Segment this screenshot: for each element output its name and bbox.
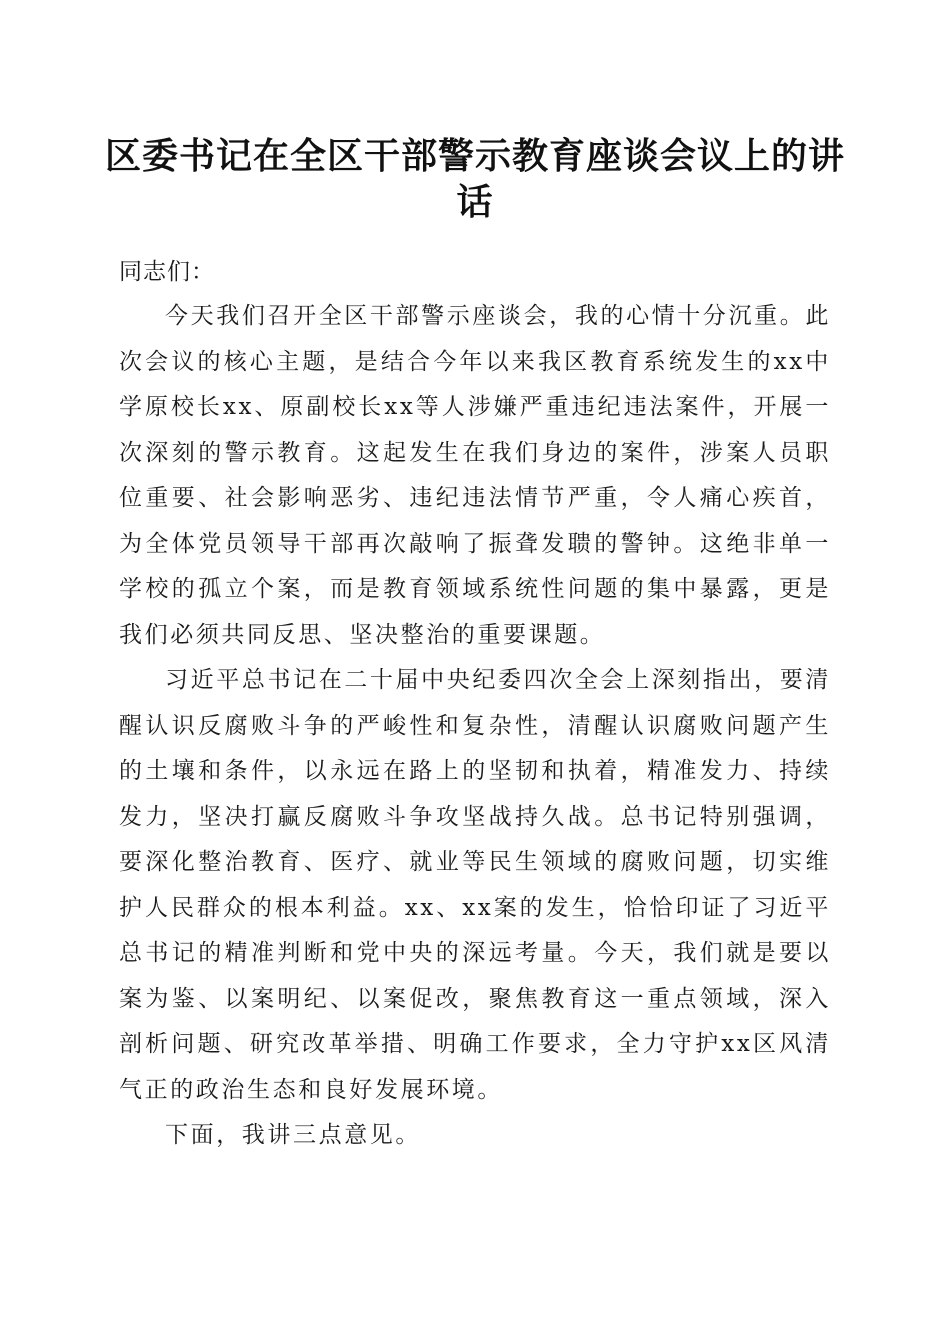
document-title: 区委书记在全区干部警示教育座谈会议上的讲话 bbox=[104, 135, 845, 223]
paragraph-directive: 习近平总书记在二十届中央纪委四次全会上深刻指出，要清醒认识反腐败斗争的严峻性和复杂性，清醒认识腐败问题产生的土壤和条件，以永远在路上的坚韧和执着，精准发力、持续发力，坚决打赢反腐败斗争攻坚战持久战。总书记特别强调，要深化整治教育、医疗、就业等民生领域的腐败问题，切实维护人民群众的根本利益。xx、xx案的发生，恰恰印证了习近平总书记的精准判断和党中央的深远考量。今天，我们就是要以案为鉴、以案明纪、以案促改，聚焦教育这一重点领域，深入剖析问题、研究改革举措、明确工作要求，全力守护xx区风清气正的政治生态和良好发展环境。 bbox=[119, 667, 831, 1103]
document-body bbox=[119, 250, 831, 1159]
paragraph-intro: 今天我们召开全区干部警示座谈会，我的心情十分沉重。此次会议的核心主题，是结合今年以来我区教育系统发生的xx中学原校长xx、原副校长xx等人涉嫌严重违纪违法案件，开展一次深刻的警示教育。这起发生在我们身边的案件，涉案人员职位重要、社会影响恶劣、违纪违法情节严重，令人痛心疾首，为全体党员领导干部再次敲响了振聋发聩的警钟。这绝非单一学校的孤立个案，而是教育领域系统性问题的集中暴露，更是我们必须共同反思、坚决整治的重要课题。 bbox=[119, 303, 831, 648]
salutation: 同志们： bbox=[119, 259, 215, 285]
paragraph-transition: 下面，我讲三点意见。 bbox=[165, 1122, 421, 1148]
